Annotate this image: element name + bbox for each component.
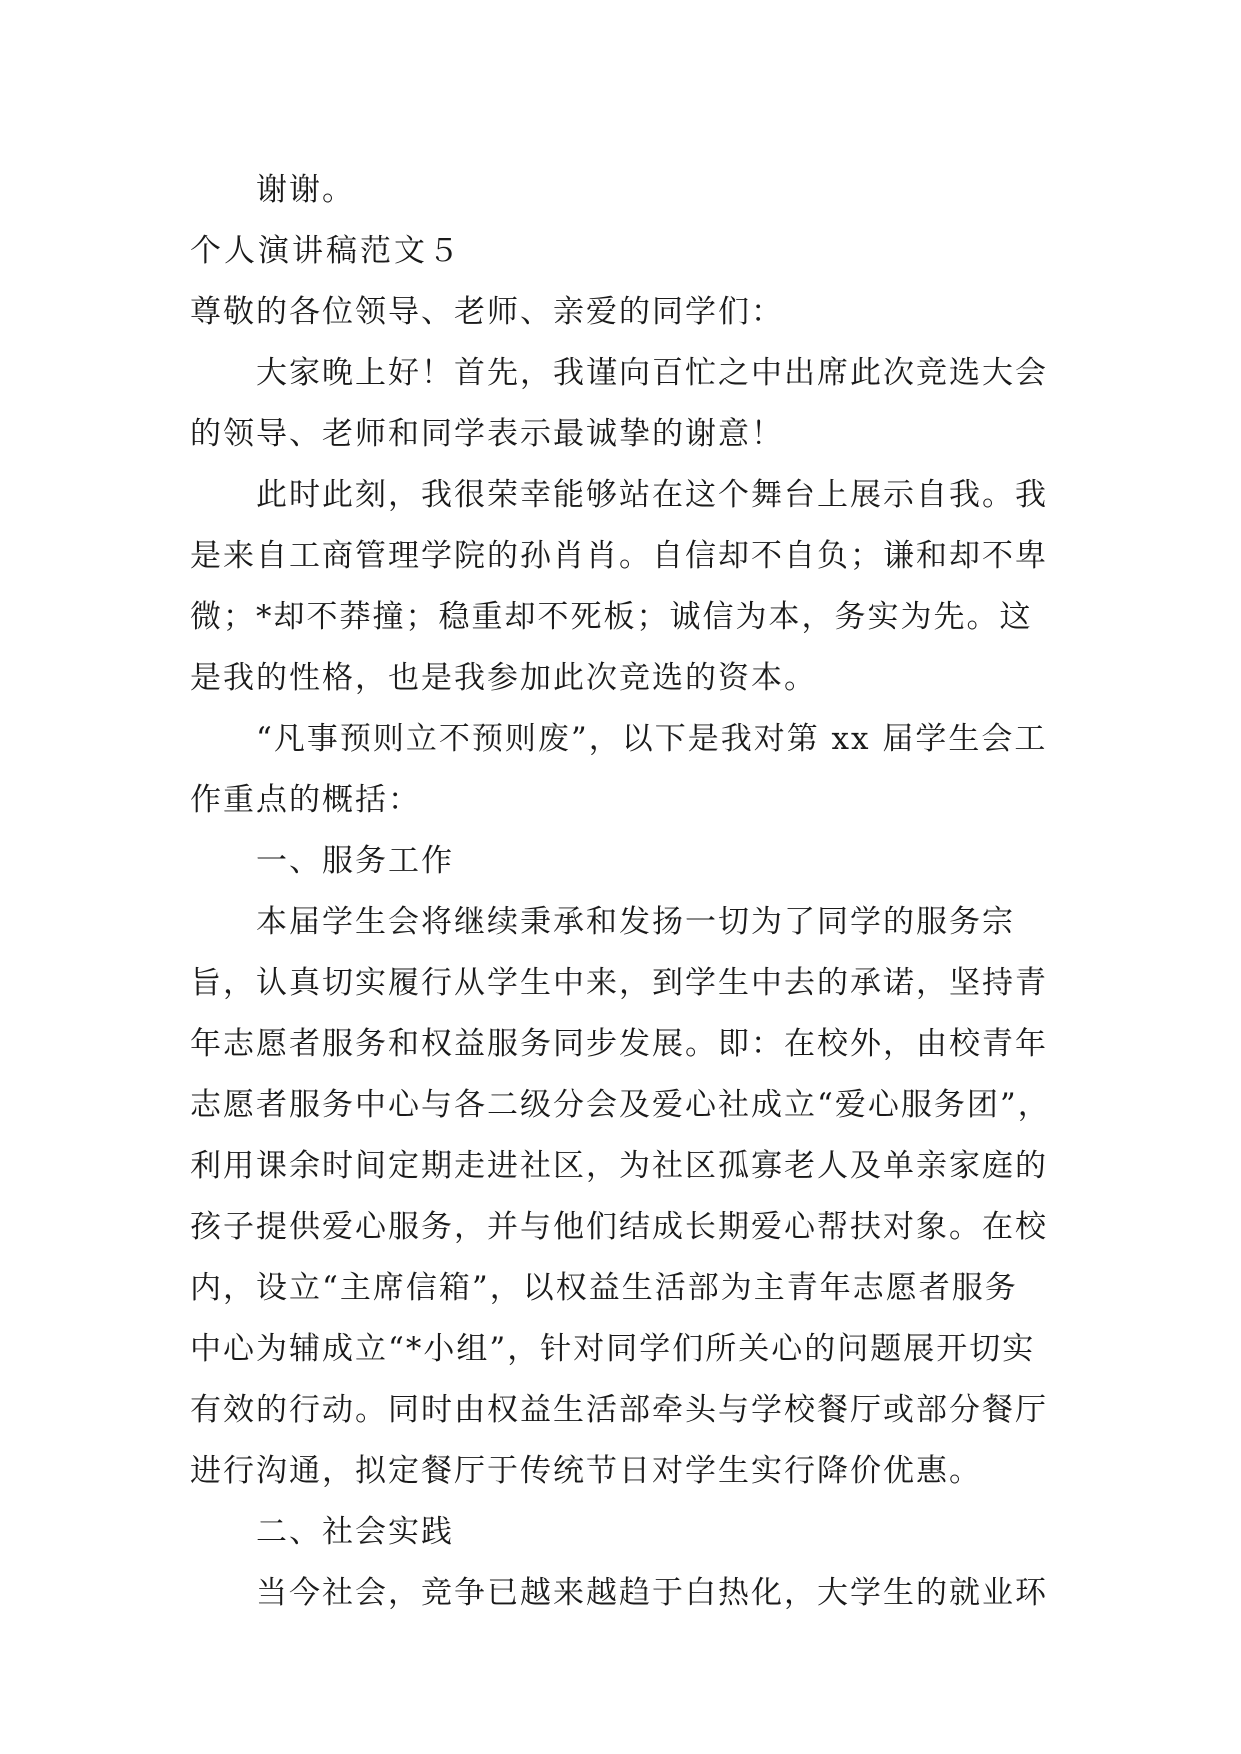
paragraph-line: 旨，认真切实履行从学生中来，到学生中去的承诺，坚持青 — [190, 965, 1048, 1001]
paragraph-line: 是我的性格，也是我参加此次竞选的资本。 — [190, 660, 817, 696]
paragraph-line: 进行沟通，拟定餐厅于传统节日对学生实行降价优惠。 — [190, 1453, 982, 1489]
section-heading: 二、社会实践 — [256, 1514, 454, 1550]
paragraph-line: 中心为辅成立“*小组”，针对同学们所关心的问题展开切实 — [190, 1331, 1036, 1367]
paragraph-line: 作重点的概括： — [190, 782, 421, 818]
paragraph-line: 此时此刻，我很荣幸能够站在这个舞台上展示自我。我 — [256, 477, 1048, 513]
paragraph-line: 利用课余时间定期走进社区，为社区孤寡老人及单亲家庭的 — [190, 1148, 1048, 1184]
paragraph-line: 微；*却不莽撞；稳重却不死板；诚信为本，务实为先。这 — [190, 599, 1033, 635]
paragraph-line: 孩子提供爱心服务，并与他们结成长期爱心帮扶对象。在校 — [190, 1209, 1048, 1245]
closing-line: 谢谢。 — [256, 172, 355, 208]
paragraph-line: 志愿者服务中心与各二级分会及爱心社成立“爱心服务团”， — [190, 1087, 1051, 1123]
paragraph-line: “凡事预则立不预则废”，以下是我对第 xx 届学生会工 — [256, 721, 1048, 757]
paragraph-line: 的领导、老师和同学表示最诚挚的谢意！ — [190, 416, 784, 452]
paragraph-line: 年志愿者服务和权益服务同步发展。即：在校外，由校青年 — [190, 1026, 1048, 1062]
paragraph-line: 内，设立“主席信箱”，以权益生活部为主青年志愿者服务 — [190, 1270, 1018, 1306]
paragraph-line: 当今社会，竞争已越来越趋于白热化，大学生的就业环 — [256, 1575, 1048, 1611]
document-body — [190, 160, 1065, 1624]
paragraph-line: 大家晚上好！首先，我谨向百忙之中出席此次竞选大会 — [256, 355, 1048, 391]
paragraph-line: 本届学生会将继续秉承和发扬一切为了同学的服务宗 — [256, 904, 1015, 940]
paragraph-line: 是来自工商管理学院的孙肖肖。自信却不自负；谦和却不卑 — [190, 538, 1048, 574]
section-heading: 一、服务工作 — [256, 843, 454, 879]
section-title: 个人演讲稿范文５ — [190, 233, 462, 269]
paragraph-line: 有效的行动。同时由权益生活部牵头与学校餐厅或部分餐厅 — [190, 1392, 1048, 1428]
salutation: 尊敬的各位领导、老师、亲爱的同学们： — [190, 294, 784, 330]
